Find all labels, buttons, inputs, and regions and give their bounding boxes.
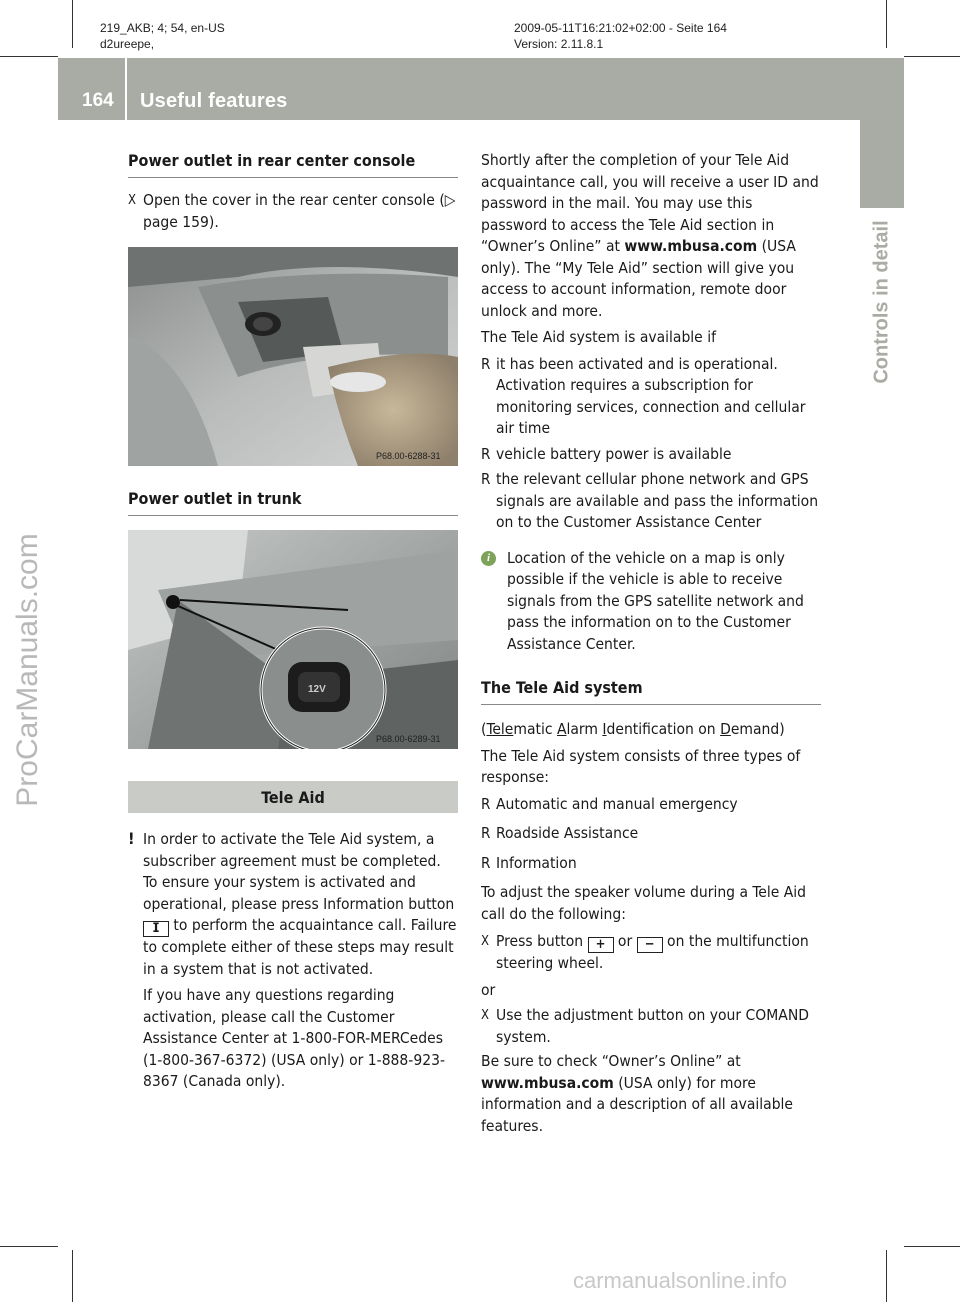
acronym-line: (Telematic Alarm Identification on Demand) [481,720,785,738]
step-arrow-icon: X [128,193,137,208]
crop-mark [904,1246,960,1247]
print-meta-left [100,20,225,52]
warning-icon: ! [128,829,135,848]
side-tab [860,120,904,208]
heading-tele-aid-system: The Tele Aid system [481,677,821,705]
crop-mark [0,56,58,57]
list-item: R it has been activated and is operational. Activation requires a subscription for monitoring services, connection and cellular air time [481,354,806,437]
or-text: or [481,980,496,999]
meta-line: 219_AKB; 4; 54, en-US [100,21,225,35]
note-paragraph: In order to activate the Tele Aid system, a subscriber agreement must be completed. To ensure your system is activated and operational, please press Information button ⵊ to perform the acquaintance call. Failure to complete either of these steps may result in a system that is not activated. [143,830,457,978]
info-icon: i [481,551,496,566]
step-press-button: X Press button + or − on the multifunction steering wheel. [481,932,809,972]
step-open-cover: X Open the cover in the rear center console (▷ page 159). [128,191,456,231]
svg-text:12V: 12V [308,684,326,695]
warning-note [128,829,458,1093]
crop-mark [0,1246,58,1247]
paragraph-acquaintance: Shortly after the completion of your Tele Aid acquaintance call, you will receive a user ID and password in the mail. You may use this password to access the Tele Aid section in “Owner’s Online” at www.mbusa.com (USA only). The “My Tele Aid” section will give you access to account information, remote door unlock and more. [481,151,819,320]
meta-line: 2009-05-11T16:21:02+02:00 - Seite 164 [514,21,727,35]
information-button-icon: ⵊ [143,921,169,937]
header-divider [125,58,127,120]
paragraph-types: The Tele Aid system consists of three types of response: [481,746,801,786]
list-item: R Roadside Assistance [481,823,821,845]
chapter-label: Controls in detail [870,220,893,384]
photo-rear-console-outlet [128,247,458,466]
watermark: ProCarManuals.com [11,533,44,807]
mbusa-link[interactable]: www.mbusa.com [624,237,758,255]
crop-mark [904,56,960,57]
section-title: Useful features [140,90,288,112]
volume-down-button-icon: − [637,937,663,953]
footer-watermark: carmanualsonline.info [573,1268,788,1293]
page-number: 164 [82,90,114,111]
step-comand: X Use the adjustment button on your COMAND system. [481,1006,809,1046]
left-column [128,150,458,1098]
bullet-icon: R [481,354,491,373]
crop-mark [886,1250,887,1302]
bullet-icon: R [481,794,491,813]
meta-line: d2ureepe, [100,37,155,51]
bullet-icon: R [481,853,491,872]
list-item: R vehicle battery power is available [481,444,821,466]
crop-mark [72,1250,73,1302]
image-code: P68.00-6288-31 [376,451,441,461]
heading-trunk-outlet: Power outlet in trunk [128,488,458,516]
image-code: P68.00-6289-31 [376,734,441,744]
info-note: i Location of the vehicle on a map is only possible if the vehicle is able to receive signals from the GPS satellite network and pass the information on to the Customer Assistance Center. [481,548,821,656]
meta-line: Version: 2.11.8.1 [514,37,604,51]
mbusa-link[interactable]: www.mbusa.com [481,1073,614,1092]
note-paragraph: If you have any questions regarding activation, please call the Customer Assistance Center at 1-800-FOR-MERCedes (1-800-367-6372) (USA only) or 1-888-923-8367 (Canada only). [143,986,445,1090]
bullet-icon: R [481,824,491,842]
right-column [481,150,821,1137]
crop-mark [72,0,73,48]
page-ref-icon: ▷ [444,191,456,209]
paragraph-owners-online: Be sure to check “Owner’s Online” at www.mbusa.com (USA only) for more information and a description of all available features. [481,1052,794,1135]
paragraph-availability: The Tele Aid system is available if [481,328,716,346]
volume-up-button-icon: + [588,937,614,953]
step-arrow-icon: X [481,934,490,949]
list-item: R the relevant cellular phone network and GPS signals are available and pass the information on to the Customer Assistance Center [481,470,819,531]
photo-trunk-outlet [128,530,458,749]
tele-aid-heading: Tele Aid [128,781,458,813]
heading-rear-console-outlet: Power outlet in rear center console [128,150,458,178]
print-meta-right [514,20,727,52]
step-arrow-icon: X [481,1008,490,1023]
paragraph-volume: To adjust the speaker volume during a Tele Aid call do the following: [481,883,807,923]
bullet-icon: R [481,470,491,488]
crop-mark [886,0,887,48]
list-item: R Information [481,853,821,875]
list-item: R Automatic and manual emergency [481,794,821,816]
bullet-icon: R [481,444,491,463]
